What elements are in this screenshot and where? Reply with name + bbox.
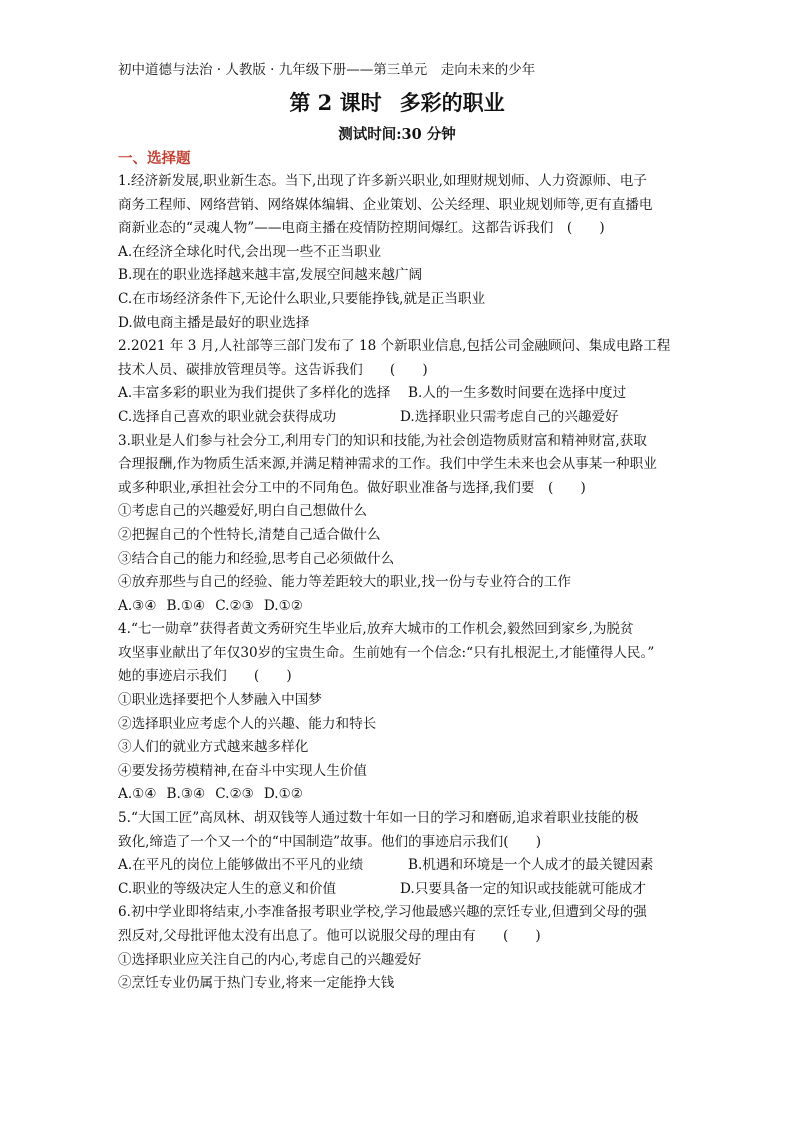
q2-option-b: B.人的一生多数时间要在选择中度过 [408, 385, 627, 402]
q1-option-d: D.做电商主播是最好的职业选择 [118, 314, 310, 331]
q5-line: 5.“大国工匠”高凤林、胡双钱等人通过数十年如一日的学习和磨砺,追求着职业技能的极 [118, 810, 639, 827]
q1-line: 商务工程师、网络营销、网络媒体编辑、企业策划、公关经理、职业规划师等,更有直播电 [118, 196, 653, 213]
q1-option-a: A.在经济全球化时代,会出现一些不正当职业 [118, 243, 382, 260]
q2-line: 技术人员、碳排放管理员等。这告诉我们 ( ) [118, 361, 428, 378]
q4-item: ③人们的就业方式越来越多样化 [118, 739, 309, 756]
q6-line: 6.初中学业即将结束,小李准备报考职业学校,学习他最感兴趣的烹饪专业,但遭到父母的强 [118, 904, 647, 921]
q2-options-row [118, 406, 678, 430]
section-heading: 一、选择题 [118, 150, 191, 167]
q2-line: 2.2021 年 3 月,人社部等三部门发布了 18 个新职业信息,包括公司金融顾问、集成电路工程 [118, 338, 671, 355]
q5-option-d: D.只要具备一定的知识或技能就可能成才 [400, 880, 646, 897]
q2-options-row [118, 382, 678, 406]
lesson-number: 第 2 课时 [289, 90, 382, 115]
q3-option-c: C.②③ [215, 597, 254, 614]
q4-line: 4.“七一勋章”获得者黄文秀研究生毕业后,放弃大城市的工作机会,毅然回到家乡,为脱贫 [118, 621, 634, 638]
q3-item: ②把握自己的个性特长,清楚自己适合做什么 [118, 526, 381, 543]
q2-option-d: D.选择职业只需考虑自己的兴趣爱好 [400, 408, 619, 425]
q4-item: ②选择职业应考虑个人的兴趣、能力和特长 [118, 715, 377, 732]
q3-line: 合理报酬,作为物质生活来源,并满足精神需求的工作。我们中学生未来也会从事某一种职业 [118, 456, 657, 473]
q3-line: 或多种职业,承担社会分工中的不同角色。做好职业准备与选择,我们要 ( ) [118, 479, 586, 496]
q5-options-row [118, 878, 678, 902]
q3-item: ①考虑自己的兴趣爱好,明白自己想做什么 [118, 503, 368, 520]
q4-line: 攻坚事业献出了年仅30岁的宝贵生命。生前她有一个信念:“只有扎根泥土,才能懂得人民。” [118, 644, 655, 661]
question-list [118, 170, 678, 996]
q1-line: 商新业态的“灵魂人物”——电商主播在疫情防控期间爆红。这都告诉我们 ( ) [118, 220, 605, 237]
q5-line: 致化,缔造了一个又一个的“中国制造”故事。他们的事迹启示我们( ) [118, 833, 542, 850]
q1-line: 1.经济新发展,职业新生态。当下,出现了许多新兴职业,如理财规划师、人力资源师、电子 [118, 173, 647, 189]
test-time: 测试时间:30 分钟 [338, 126, 456, 143]
q2-option-a: A.丰富多彩的职业为我们提供了多样化的选择 [118, 385, 391, 402]
q1-option-b: B.现在的职业选择越来越丰富,发展空间越来越广阔 [118, 267, 423, 284]
q3-item: ④放弃那些与自己的经验、能力等差距较大的职业,找一份与专业符合的工作 [118, 574, 571, 591]
q4-line: 她的事迹启示我们 ( ) [118, 668, 292, 685]
q3-option-d: D.①② [263, 597, 303, 614]
q4-item: ④要发扬劳模精神,在奋斗中实现人生价值 [118, 762, 368, 779]
q2-option-c: C.选择自己喜欢的职业就会获得成功 [118, 408, 337, 425]
q4-options-row [118, 783, 678, 807]
q6-line: 烈反对,父母批评他太没有出息了。他可以说服父母的理由有 ( ) [118, 928, 541, 944]
q5-option-c: C.职业的等级决定人生的意义和价值 [118, 880, 337, 897]
q4-option-b: B.③④ [166, 786, 206, 803]
q5-options-row [118, 854, 678, 878]
q3-option-a: A.③④ [118, 597, 157, 614]
q3-line: 3.职业是人们参与社会分工,利用专门的知识和技能,为社会创造物质财富和精神财富,获取 [118, 432, 647, 449]
q4-option-a: A.①④ [118, 786, 157, 803]
q6-item: ②烹饪专业仍属于热门专业,将来一定能挣大钱 [118, 975, 395, 992]
q3-option-b: B.①④ [166, 597, 206, 614]
q5-option-b: B.机遇和环境是一个人成才的最关键因素 [408, 857, 654, 874]
q4-option-c: C.②③ [215, 786, 254, 803]
lesson-name: 多彩的职业 [399, 90, 505, 115]
q6-item: ①选择职业应关注自己的内心,考虑自己的兴趣爱好 [118, 951, 422, 968]
page-title [0, 88, 794, 118]
header-breadcrumb: 初中道德与法治 · 人教版 · 九年级下册——第三单元 走向未来的少年 [118, 62, 536, 78]
q3-options-row [118, 595, 678, 619]
q4-option-d: D.①② [263, 786, 303, 803]
q1-option-c: C.在市场经济条件下,无论什么职业,只要能挣钱,就是正当职业 [118, 290, 486, 307]
q3-item: ③结合自己的能力和经验,思考自己必须做什么 [118, 550, 395, 567]
q4-item: ①职业选择要把个人梦融入中国梦 [118, 692, 322, 709]
q5-option-a: A.在平凡的岗位上能够做出不平凡的业绩 [118, 857, 364, 874]
